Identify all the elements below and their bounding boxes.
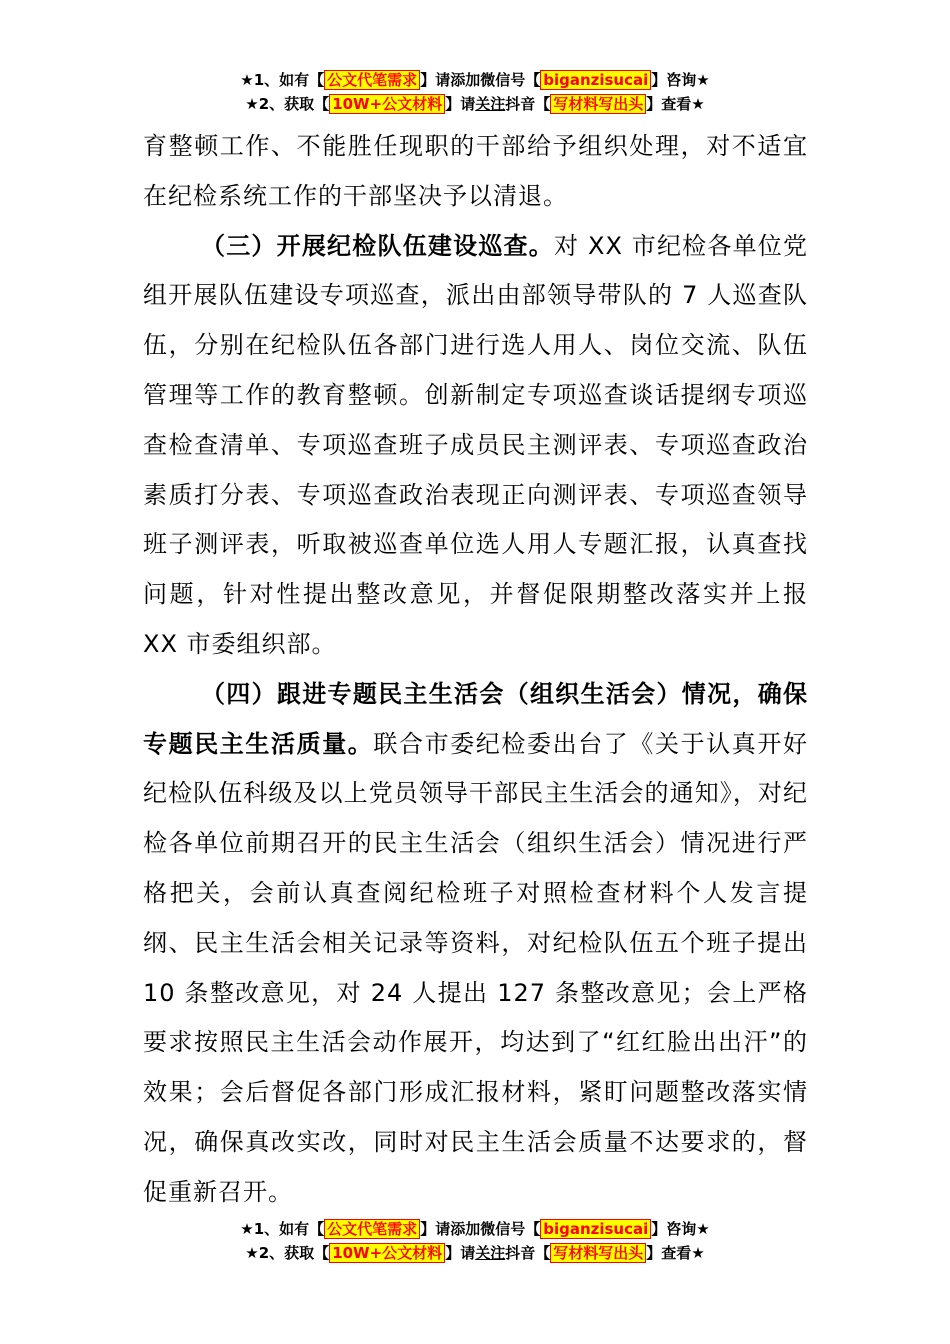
section-heading: （四）跟进专题民主生活会（组织生活会）情况，确保专题民主生活质量。 [143,679,808,758]
promo-text: 】请 [445,95,476,113]
promo-highlight: 10W+公文材料 [329,94,445,114]
promo-text: 】查看★ [646,95,705,113]
promo-text: 】咨询★ [651,71,710,89]
header-promo [0,68,950,116]
promo-text: ★2、获取【 [245,95,330,113]
promo-underlined-text: 关注 [475,1244,506,1262]
promo-text: 】查看★ [646,1244,705,1262]
promo-text: 抖音【 [505,95,551,113]
header-promo-line-1 [0,68,950,92]
promo-text: ★1、如有【 [240,1220,325,1238]
promo-text: 抖音【 [505,1244,551,1262]
promo-highlight-douyin-account: 写材料写出头 [550,94,646,114]
header-promo-line-2 [0,92,950,116]
promo-text: ★2、获取【 [245,1244,330,1262]
promo-text: ★1、如有【 [240,71,325,89]
promo-text: 】请 [445,1244,476,1262]
document-body [143,122,808,1218]
promo-highlight-wechat-id: biganzisucai [540,1219,651,1239]
paragraph-section-3 [143,222,808,670]
paragraph-section-4 [143,670,808,1218]
section-text: 联合市委纪检委出台了《关于认真开好纪检队伍科级及以上党员领导干部民主生活会的通知》，对纪检各单位前期召开的民主生活会（组织生活会）情况进行严格把关，会前认真查阅纪检班子对照检查材料个人发言提纲、民主生活会相关记录等资料，对纪检队伍五个班子提出 10 条整改意见，对 24 人提出 127 条整改意见；会上严格要求按照民主生活会动作展开，均达到了“红红脸出出汗”的效果；会后督促各部门形成汇报材料，紧盯问题整改落实情况，确保真改实改，同时对民主生活会质量不达要求的，督促重新召开。 [143,729,809,1206]
paragraph-continuation: 育整顿工作、不能胜任现职的干部给予组织处理，对不适宜在纪检系统工作的干部坚决予以清退。 [143,132,808,210]
promo-text: 】请添加微信号【 [420,1220,541,1238]
promo-highlight-wechat-id: biganzisucai [540,70,651,90]
promo-text: 】咨询★ [651,1220,710,1238]
footer-promo-line-1 [0,1217,950,1241]
promo-highlight: 10W+公文材料 [329,1243,445,1263]
promo-underlined-text: 关注 [475,95,506,113]
footer-promo-line-2 [0,1241,950,1265]
promo-highlight: 公文代笔需求 [324,1219,420,1239]
section-heading: （三）开展纪检队伍建设巡查。 [201,231,554,260]
promo-highlight: 公文代笔需求 [324,70,420,90]
promo-highlight-douyin-account: 写材料写出头 [550,1243,646,1263]
promo-text: 】请添加微信号【 [420,71,541,89]
section-text: 对 XX 市纪检各单位党组开展队伍建设专项巡查，派出由部领导带队的 7 人巡查队伍，分别在纪检队伍各部门进行选人用人、岗位交流、队伍管理等工作的教育整顿。创新制定专项巡查谈话提纲专项巡查检查清单、专项巡查班子成员民主测评表、专项巡查政治素质打分表、专项巡查政治表现正向测评表、专项巡查领导班子测评表，听取被巡查单位选人用人专题汇报，认真查找问题，针对性提出整改意见，并督促限期整改落实并上报 XX 市委组织部。 [143,231,809,658]
footer-promo [0,1217,950,1265]
